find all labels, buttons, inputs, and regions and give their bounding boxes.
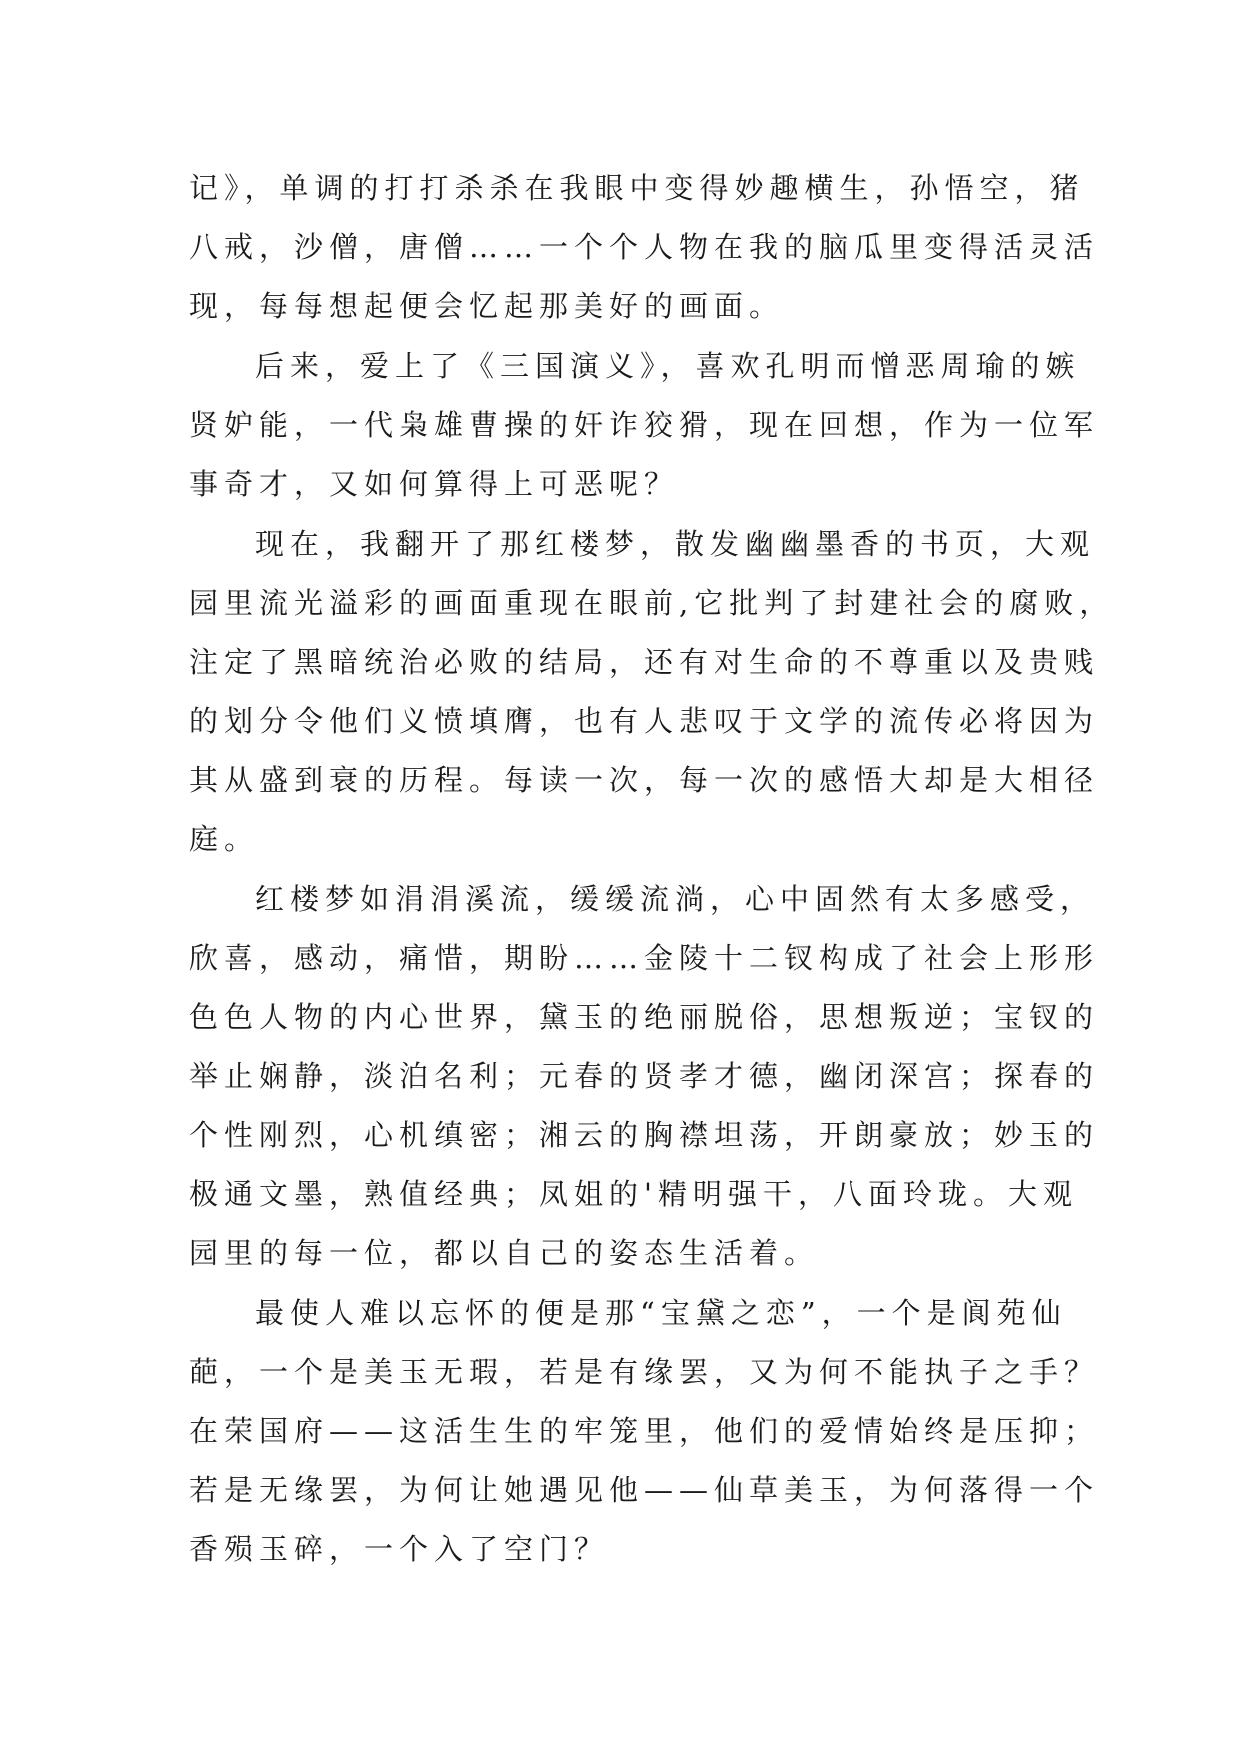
body-text <box>189 159 1115 1579</box>
text-line: 欣喜，感动，痛惜，期盼……金陵十二钗构成了社会上形形 <box>189 941 1100 975</box>
text-line: 葩，一个是美玉无瑕，若是有缘罢，又为何不能执子之手？ <box>189 1355 1100 1389</box>
text-line: 个性刚烈，心机缜密；湘云的胸襟坦荡，开朗豪放；妙玉的 <box>189 1118 1100 1152</box>
paragraph <box>189 159 1100 336</box>
text-line: 注定了黑暗统治必败的结局，还有对生命的不尊重以及贵贱 <box>189 645 1100 679</box>
text-line: 现，每每想起便会忆起那美好的画面。 <box>189 289 785 323</box>
text-line: 举止娴静，淡泊名利；元春的贤孝才德，幽闭深宫；探春的 <box>189 1059 1100 1093</box>
text-line: 香殒玉碎，一个入了空门？ <box>189 1532 610 1566</box>
text-line: 后来，爱上了《三国演义》，喜欢孔明而憎恶周瑜的嫉 <box>255 349 1081 383</box>
text-line: 最使人难以忘怀的便是那“宝黛之恋”，一个是阆苑仙 <box>255 1296 1067 1330</box>
text-line: 红楼梦如涓涓溪流，缓缓流淌，心中固然有太多感受， <box>255 882 1096 916</box>
paragraph <box>189 515 1115 869</box>
text-line: 在荣国府——这活生生的牢笼里，他们的爱情始终是压抑； <box>189 1414 1100 1448</box>
paragraph <box>189 337 1100 514</box>
text-line: 记》，单调的打打杀杀在我眼中变得妙趣横生，孙悟空，猪 <box>189 171 1085 205</box>
text-line: 事奇才，又如何算得上可恶呢？ <box>189 467 680 501</box>
text-line: 现在，我翻开了那红楼梦，散发幽幽墨香的书页，大观 <box>255 527 1096 561</box>
paragraph <box>189 1284 1100 1579</box>
text-line: 极通文墨，熟值经典；凤姐的'精明强干，八面玲珑。大观 <box>189 1177 1078 1211</box>
text-line: 园里的每一位，都以自己的姿态生活着。 <box>189 1236 820 1270</box>
text-line: 其从盛到衰的历程。每读一次，每一次的感悟大却是大相径 <box>189 763 1100 797</box>
text-line: 的划分令他们义愤填膺，也有人悲叹于文学的流传必将因为 <box>189 704 1100 738</box>
text-line: 若是无缘罢，为何让她遇见他——仙草美玉，为何落得一个 <box>189 1473 1100 1507</box>
text-line: 色色人物的内心世界，黛玉的绝丽脱俗，思想叛逆；宝钗的 <box>189 1000 1100 1034</box>
text-line: 园里流光溢彩的画面重现在眼前,它批判了封建社会的腐败， <box>189 586 1115 620</box>
text-line: 庭。 <box>189 822 260 856</box>
paragraph <box>189 870 1100 1283</box>
text-line: 八戒，沙僧，唐僧……一个个人物在我的脑瓜里变得活灵活 <box>189 230 1100 264</box>
text-line: 贤妒能，一代枭雄曹操的奸诈狡猾，现在回想，作为一位军 <box>189 408 1100 442</box>
